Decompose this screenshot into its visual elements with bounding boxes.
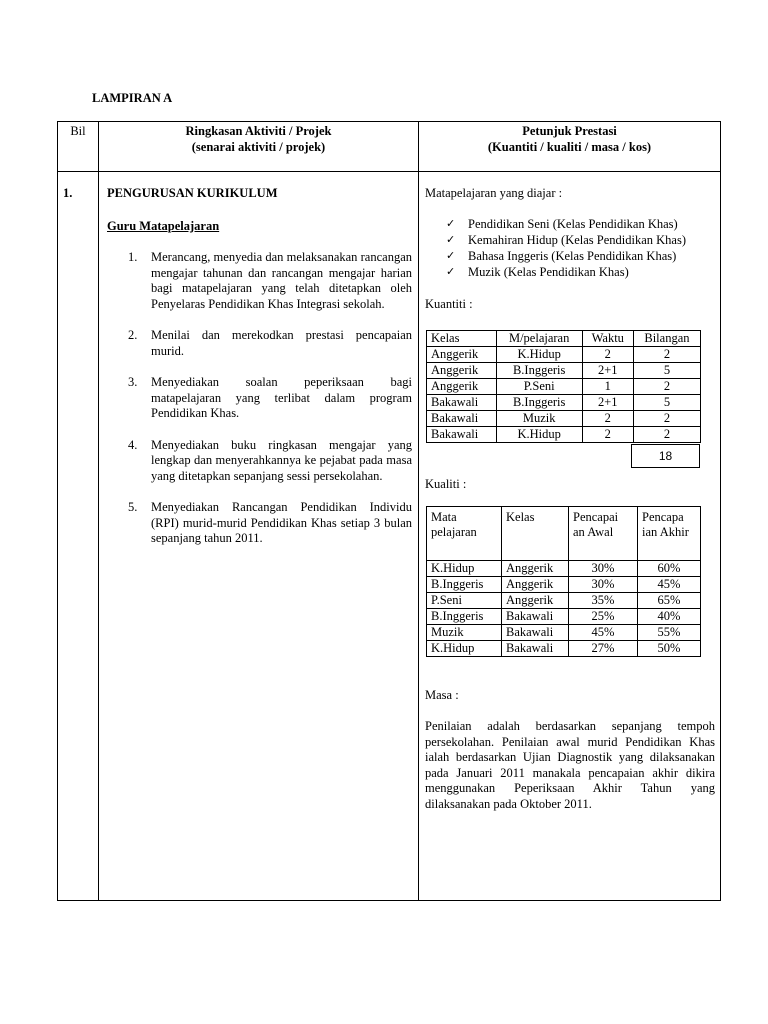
header-activities-line2: (senarai aktiviti / projek) (191, 140, 326, 154)
table-cell: P.Seni (496, 379, 582, 395)
table-row (427, 625, 701, 641)
task-text: Menyediakan Rancangan Pendidikan Individu (RPI) murid-murid Pendidikan Khas setiap 3 bulan sepanjang tahun 2011. (151, 500, 412, 545)
check-icon: ✓ (446, 265, 456, 278)
check-icon: ✓ (446, 249, 456, 262)
table-row (427, 609, 701, 625)
quantity-header-cell: Kelas (427, 331, 497, 347)
subject-text: Kemahiran Hidup (Kelas Pendidikan Khas) (468, 233, 686, 247)
table-cell: 1 (582, 379, 633, 395)
table-row (427, 427, 701, 443)
section-title: PENGURUSAN KURIKULUM (107, 186, 278, 200)
table-cell: 35% (569, 593, 638, 609)
quality-header-cell: Mata pelajaran (427, 507, 502, 561)
table-cell: B.Inggeris (496, 363, 582, 379)
table-cell: 60% (638, 561, 701, 577)
table-cell: K.Hidup (496, 427, 582, 443)
quality-header-cell: Kelas (502, 507, 569, 561)
table-cell: 25% (569, 609, 638, 625)
check-icon: ✓ (446, 233, 456, 246)
table-cell: K.Hidup (427, 641, 502, 657)
table-cell: Bakawali (427, 395, 497, 411)
table-row (427, 561, 701, 577)
table-cell: 30% (569, 561, 638, 577)
table-cell: 27% (569, 641, 638, 657)
task-item (107, 250, 412, 312)
table-cell: 55% (638, 625, 701, 641)
quantity-header-cell: Bilangan (633, 331, 700, 347)
quality-header-cell: Pencapa ian Akhir (638, 507, 701, 561)
task-number: 5. (128, 500, 138, 514)
subject-item (446, 264, 686, 280)
subject-text: Pendidikan Seni (Kelas Pendidikan Khas) (468, 217, 678, 231)
subjects-label: Matapelajaran yang diajar : (425, 186, 563, 200)
quality-header-cell: Pencapai an Awal (569, 507, 638, 561)
header-indicators-line1: Petunjuk Prestasi (522, 124, 617, 138)
quantity-label: Kuantiti : (425, 297, 473, 311)
table-cell: 50% (638, 641, 701, 657)
table-cell: B.Inggeris (427, 577, 502, 593)
subjects-list (446, 216, 686, 280)
quantity-total: 18 (631, 444, 700, 468)
quantity-header-cell: Waktu (582, 331, 633, 347)
table-cell: Bakawali (502, 609, 569, 625)
table-row (427, 395, 701, 411)
table-cell: B.Inggeris (496, 395, 582, 411)
quality-header-row (427, 507, 701, 561)
table-cell: 5 (633, 363, 700, 379)
header-activities (99, 123, 418, 155)
table-cell: 65% (638, 593, 701, 609)
quantity-header-cell: M/pelajaran (496, 331, 582, 347)
subject-text: Muzik (Kelas Pendidikan Khas) (468, 265, 629, 279)
table-cell: 45% (569, 625, 638, 641)
task-text: Merancang, menyedia dan melaksanakan rancangan mengajar tahunan dan rancangan mengajar harian bagi matapelajaran yang telah ditetapkan oleh Penyelaras Pendidikan Khas Integrasi sekolah. (151, 250, 412, 311)
task-number: 4. (128, 437, 138, 452)
table-cell: 2 (582, 347, 633, 363)
table-cell: Anggerik (427, 379, 497, 395)
table-cell: Bakawali (427, 427, 497, 443)
subject-text: Bahasa Inggeris (Kelas Pendidikan Khas) (468, 249, 677, 263)
table-cell: P.Seni (427, 593, 502, 609)
time-text: Penilaian adalah berdasarkan sepanjang tempoh persekolahan. Penilaian awal murid Pendidikan Khas ialah berdasarkan Ujian Diagnostik yang dilaksanakan pada Januari 2011 manakala pencapaian akhir dikira menggunakan Peperiksaan Akhir Tahun yang dilaksanakan pada Oktober 2011. (425, 719, 715, 811)
table-row (427, 641, 701, 657)
check-icon: ✓ (446, 217, 456, 230)
table-row (427, 363, 701, 379)
task-list (107, 250, 412, 563)
task-number: 3. (128, 375, 138, 389)
table-cell: Bakawali (427, 411, 497, 427)
header-activities-line1: Ringkasan Aktiviti / Projek (185, 124, 332, 138)
header-divider (57, 171, 721, 172)
header-indicators-line2: (Kuantiti / kualiti / masa / kos) (487, 140, 652, 154)
table-row (427, 347, 701, 363)
table-cell: Anggerik (502, 577, 569, 593)
table-cell: 45% (638, 577, 701, 593)
table-cell: 40% (638, 609, 701, 625)
table-row (427, 577, 701, 593)
subject-item (446, 248, 686, 264)
table-cell: 2 (633, 347, 700, 363)
table-row (427, 411, 701, 427)
table-cell: Muzik (427, 625, 502, 641)
task-number: 1. (128, 250, 138, 264)
subsection-title: Guru Matapelajaran (107, 219, 220, 233)
table-cell: Anggerik (427, 363, 497, 379)
task-item (107, 375, 412, 422)
table-cell: Bakawali (502, 625, 569, 641)
table-cell: Bakawali (502, 641, 569, 657)
header-bil: Bil (70, 124, 86, 138)
row-number: 1. (63, 186, 73, 200)
table-cell: 2+1 (582, 363, 633, 379)
table-row (427, 593, 701, 609)
task-item (107, 328, 412, 359)
table-cell: Anggerik (427, 347, 497, 363)
header-indicators (419, 123, 720, 155)
task-item (107, 438, 412, 485)
column-divider-indicators (418, 121, 419, 901)
table-cell: 2 (633, 427, 700, 443)
task-text: Menyediakan soalan peperiksaan bagi matapelajaran yang terlibat dalam program Pendidikan Khas. (151, 375, 412, 420)
table-cell: K.Hidup (496, 347, 582, 363)
table-cell: 2 (633, 411, 700, 427)
quantity-table (426, 330, 701, 443)
table-cell: Anggerik (502, 593, 569, 609)
document-title: LAMPIRAN A (92, 91, 173, 105)
table-cell: 2 (633, 379, 700, 395)
table-cell: 5 (633, 395, 700, 411)
table-cell: 2 (582, 411, 633, 427)
subject-item (446, 216, 686, 232)
table-cell: B.Inggeris (427, 609, 502, 625)
task-text: Menyediakan buku ringkasan mengajar yang lengkap dan menyerahkannya ke pejabat pada masa yang ditetapkan sepanjang sessi persekolahan. (151, 437, 412, 483)
table-cell: Muzik (496, 411, 582, 427)
table-cell: K.Hidup (427, 561, 502, 577)
quality-table (426, 506, 701, 657)
task-number: 2. (128, 328, 138, 342)
column-divider-bil (98, 121, 99, 901)
table-row (427, 379, 701, 395)
quantity-header-row (427, 331, 701, 347)
table-cell: Anggerik (502, 561, 569, 577)
task-text: Menilai dan merekodkan prestasi pencapaian murid. (151, 328, 412, 358)
task-item (107, 500, 412, 547)
table-cell: 30% (569, 577, 638, 593)
time-label: Masa : (425, 688, 459, 702)
subject-item (446, 232, 686, 248)
table-cell: 2+1 (582, 395, 633, 411)
quality-label: Kualiti : (425, 477, 467, 491)
table-cell: 2 (582, 427, 633, 443)
